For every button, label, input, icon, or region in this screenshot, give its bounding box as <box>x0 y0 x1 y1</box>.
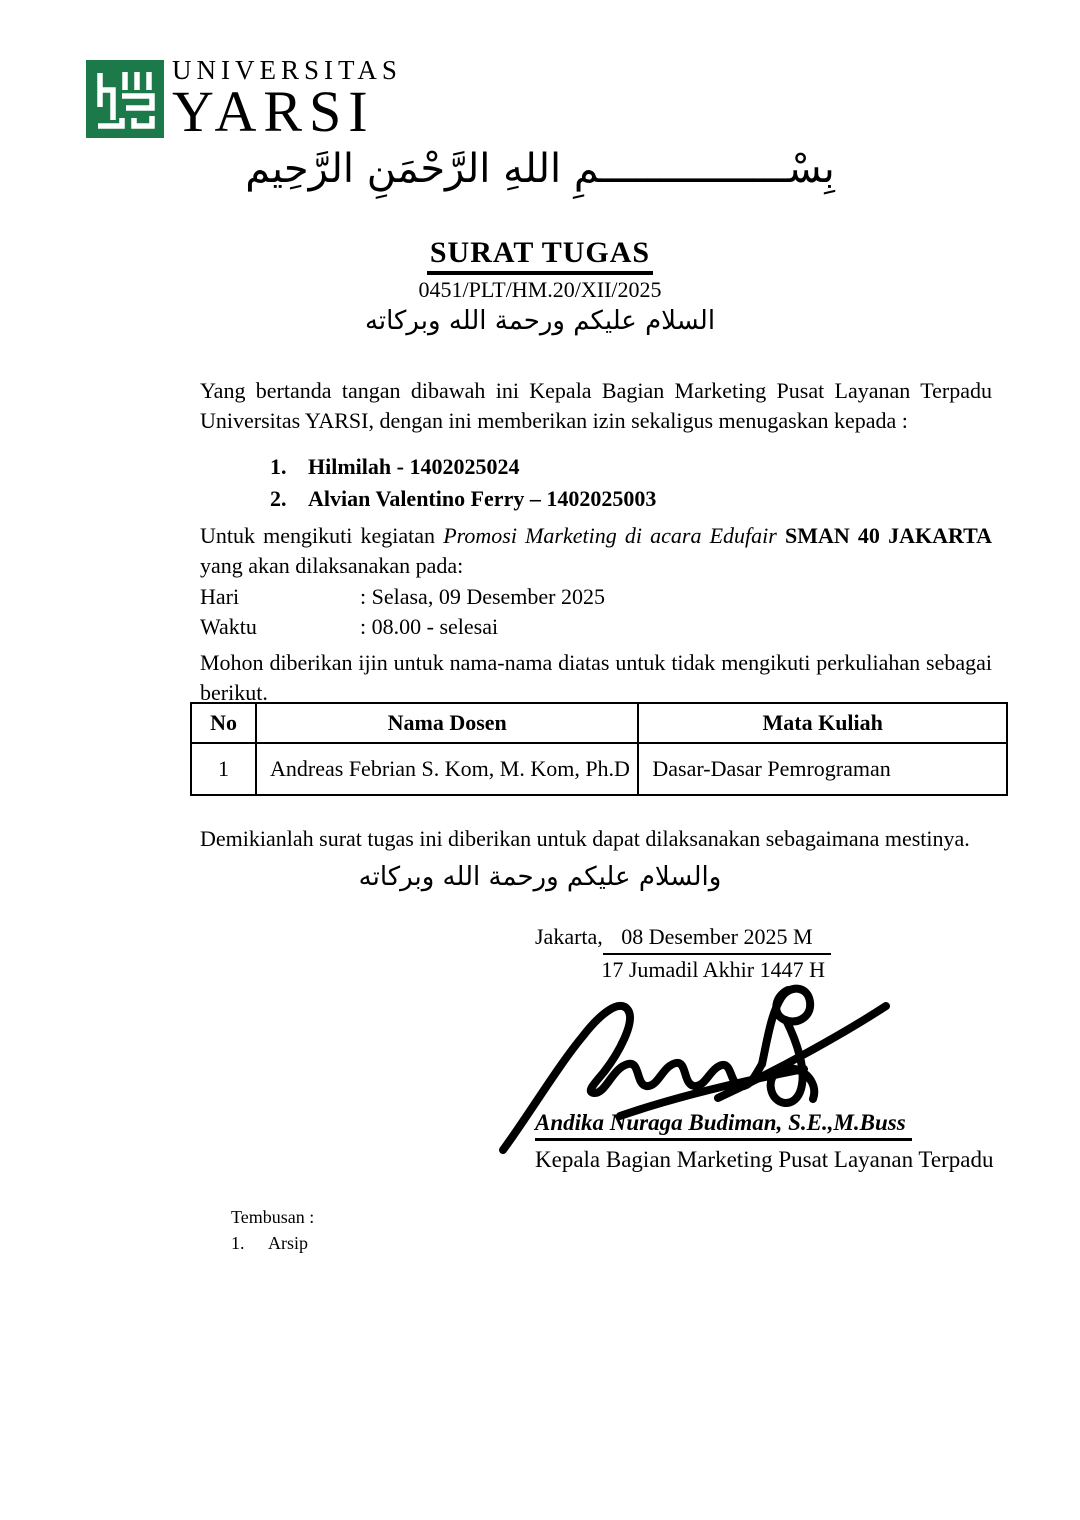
event-text-suffix: yang akan dilaksanakan pada: <box>200 553 464 578</box>
table-cell-no: 1 <box>191 743 256 795</box>
table-row <box>191 743 1007 795</box>
bismillah-calligraphy: بِسْــــــــــــــــمِ اللهِ الرَّحْمَنِ الرَّحِيم <box>245 146 835 192</box>
assignee-name: Hilmilah - 1402025024 <box>308 454 520 479</box>
signatory-position: Kepala Bagian Marketing Pusat Layanan Terpadu <box>535 1147 994 1172</box>
event-location-bold: SMAN 40 JAKARTA <box>776 523 992 548</box>
schedule-time-row <box>200 612 605 642</box>
paragraph-event <box>200 521 992 581</box>
signatory-name: Andika Nuraga Budiman, S.E.,M.Buss <box>535 1110 912 1141</box>
schedule-day-label: Hari <box>200 584 240 609</box>
assignee-name: Alvian Valentino Ferry – 1402025003 <box>308 486 657 511</box>
university-name-large: YARSI <box>172 79 375 144</box>
schedule-day-value: : Selasa, 09 Desember 2025 <box>360 584 605 609</box>
tembusan-block <box>231 1204 314 1256</box>
event-text-prefix: Untuk mengikuti kegiatan <box>200 523 444 548</box>
table-header-no: No <box>191 703 256 743</box>
schedule-time-value: : 08.00 - selesai <box>360 614 499 639</box>
yarsi-logo-icon <box>86 60 164 138</box>
document-number: 0451/PLT/HM.20/XII/2025 <box>418 277 662 302</box>
table-cell-mata-kuliah: Dasar-Dasar Pemrograman <box>638 743 1007 795</box>
paragraph-closing: Demikianlah surat tugas ini diberikan untuk dapat dilaksanakan sebagaimana mestinya. <box>200 826 970 851</box>
date-hijri: 17 Jumadil Akhir 1447 H <box>601 957 825 982</box>
tembusan-item <box>231 1230 314 1256</box>
table-header-mata-kuliah: Mata Kuliah <box>638 703 1007 743</box>
event-name-italic: Promosi Marketing di acara Edufair <box>443 523 777 548</box>
table-cell-nama-dosen: Andreas Febrian S. Kom, M. Kom, Ph.D <box>256 743 638 795</box>
assignee-item <box>270 451 656 483</box>
assignee-list <box>270 451 656 515</box>
table-header-nama-dosen: Nama Dosen <box>256 703 638 743</box>
schedule-day-row <box>200 582 605 612</box>
salam-closing: والسلام عليكم ورحمة الله وبركاته <box>358 862 722 892</box>
paragraph-introduction: Yang bertanda tangan dibawah ini Kepala Bagian Marketing Pusat Layanan Terpadu Universitas YARSI, dengan ini memberikan izin sekaligus menugaskan kepada : <box>200 378 992 433</box>
salam-opening: السلام عليكم ورحمة الله وبركاته <box>364 306 716 336</box>
assignee-number: 1. <box>270 454 287 479</box>
university-name-small: UNIVERSITAS <box>172 55 402 85</box>
tembusan-label: Tembusan : <box>231 1207 315 1227</box>
schedule-block <box>200 582 605 642</box>
date-city: Jakarta, <box>535 924 603 949</box>
table-header-row <box>191 703 1007 743</box>
lecturer-table <box>190 702 1008 796</box>
date-gregorian-line <box>535 922 831 955</box>
tembusan-item-number: 1. <box>231 1233 245 1253</box>
schedule-time-label: Waktu <box>200 614 257 639</box>
letterhead <box>172 55 402 144</box>
assignee-number: 2. <box>270 486 287 511</box>
document-title: SURAT TUGAS <box>0 236 1080 275</box>
paragraph-permission: Mohon diberikan ijin untuk nama-nama diatas untuk tidak mengikuti perkuliahan sebagai berikut. <box>200 650 992 705</box>
date-gregorian: 08 Desember 2025 M <box>603 922 831 955</box>
assignee-item <box>270 483 656 515</box>
tembusan-item-text: Arsip <box>268 1233 308 1253</box>
